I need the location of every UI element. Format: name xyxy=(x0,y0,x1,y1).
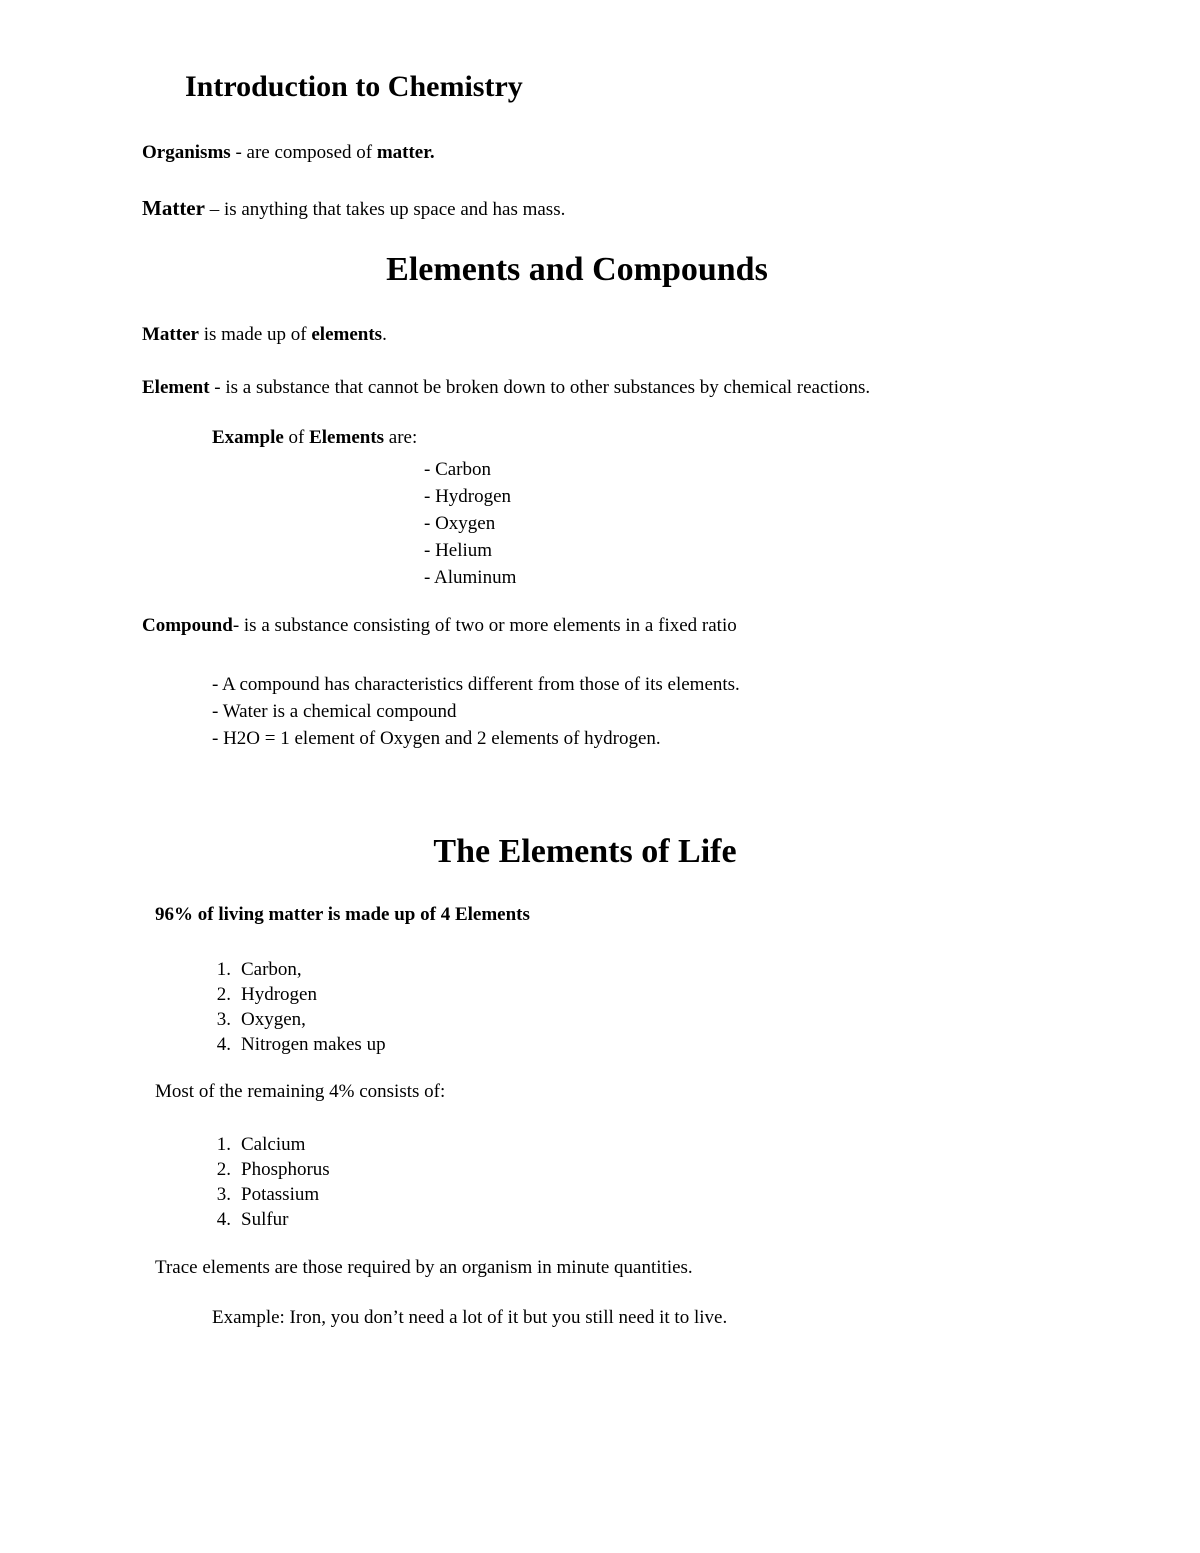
examples-list xyxy=(424,456,516,591)
compound-definition xyxy=(142,615,737,637)
main-elements-heading-text: 96% of living matter is made up of 4 Elements xyxy=(155,904,530,925)
list-number: 1. xyxy=(216,1134,231,1155)
organisms-term: Organisms xyxy=(142,142,231,163)
examples-are: are: xyxy=(384,427,418,448)
matter-def-text: – is anything that takes up space and has mass. xyxy=(204,199,566,220)
list-item: - Carbon xyxy=(424,459,492,480)
list-text: Hydrogen xyxy=(241,984,317,1005)
organisms-text: - are composed of xyxy=(230,142,377,163)
matter-made-elements: elements xyxy=(311,324,383,345)
trace-definition: Trace elements are those required by an organism in minute quantities. xyxy=(155,1257,693,1278)
list-text: Potassium xyxy=(241,1184,320,1205)
examples-of: of xyxy=(283,427,310,448)
list-number: 1. xyxy=(216,959,231,980)
list-text: Nitrogen makes up xyxy=(241,1034,386,1055)
remaining-heading: Most of the remaining 4% consists of: xyxy=(155,1081,446,1102)
list-item: - Helium xyxy=(424,540,493,561)
organisms-line xyxy=(142,142,435,164)
list-number: 2. xyxy=(216,1159,231,1180)
examples-elements: Elements xyxy=(309,427,385,448)
matter-made-line xyxy=(142,324,387,346)
element-term: Element xyxy=(142,377,210,398)
list-item: - H2O = 1 element of Oxygen and 2 elements of hydrogen. xyxy=(212,728,661,749)
list-text: Calcium xyxy=(241,1134,306,1155)
element-def-text: - is a substance that cannot be broken down to other substances by chemical reactions. xyxy=(209,377,871,398)
list-number: 4. xyxy=(216,1034,231,1055)
matter-term: Matter xyxy=(142,196,205,220)
list-item xyxy=(205,1132,330,1157)
trace-example: Example: Iron, you don’t need a lot of it but you still need it to live. xyxy=(212,1307,728,1328)
list-item xyxy=(205,1157,330,1182)
examples-heading xyxy=(212,427,417,449)
list-number: 3. xyxy=(216,1009,231,1030)
list-number: 4. xyxy=(216,1209,231,1230)
list-item xyxy=(205,982,386,1007)
list-item xyxy=(205,1032,386,1057)
remaining-list xyxy=(205,1132,330,1232)
matter-made-text: is made up of xyxy=(198,324,312,345)
matter-made-term: Matter xyxy=(142,324,199,345)
list-number: 2. xyxy=(216,984,231,1005)
list-text: Oxygen, xyxy=(241,1009,306,1030)
matter-made-period: . xyxy=(382,324,387,345)
list-number: 3. xyxy=(216,1184,231,1205)
list-item xyxy=(205,1182,330,1207)
examples-term: Example xyxy=(212,427,284,448)
compound-def-text: - is a substance consisting of two or more elements in a fixed ratio xyxy=(232,615,737,636)
elements-of-life-title: The Elements of Life xyxy=(433,833,737,870)
element-definition xyxy=(142,377,870,399)
main-elements-heading xyxy=(155,904,530,926)
list-item xyxy=(205,1007,386,1032)
intro-title: Introduction to Chemistry xyxy=(185,70,523,103)
list-text: Carbon, xyxy=(241,959,302,980)
list-item xyxy=(205,957,386,982)
elements-compounds-title: Elements and Compounds xyxy=(386,251,768,288)
list-text: Sulfur xyxy=(241,1209,289,1230)
list-item: - Aluminum xyxy=(424,567,517,588)
list-item: - A compound has characteristics different from those of its elements. xyxy=(212,674,740,695)
main-elements-list xyxy=(205,957,386,1057)
organisms-matter: matter. xyxy=(376,142,435,163)
compound-term: Compound xyxy=(142,615,233,636)
matter-definition xyxy=(142,196,565,221)
list-item: - Oxygen xyxy=(424,513,496,534)
list-item xyxy=(205,1207,330,1232)
list-item: - Hydrogen xyxy=(424,486,512,507)
list-text: Phosphorus xyxy=(241,1159,330,1180)
list-item: - Water is a chemical compound xyxy=(212,701,457,722)
compound-points xyxy=(212,671,740,752)
